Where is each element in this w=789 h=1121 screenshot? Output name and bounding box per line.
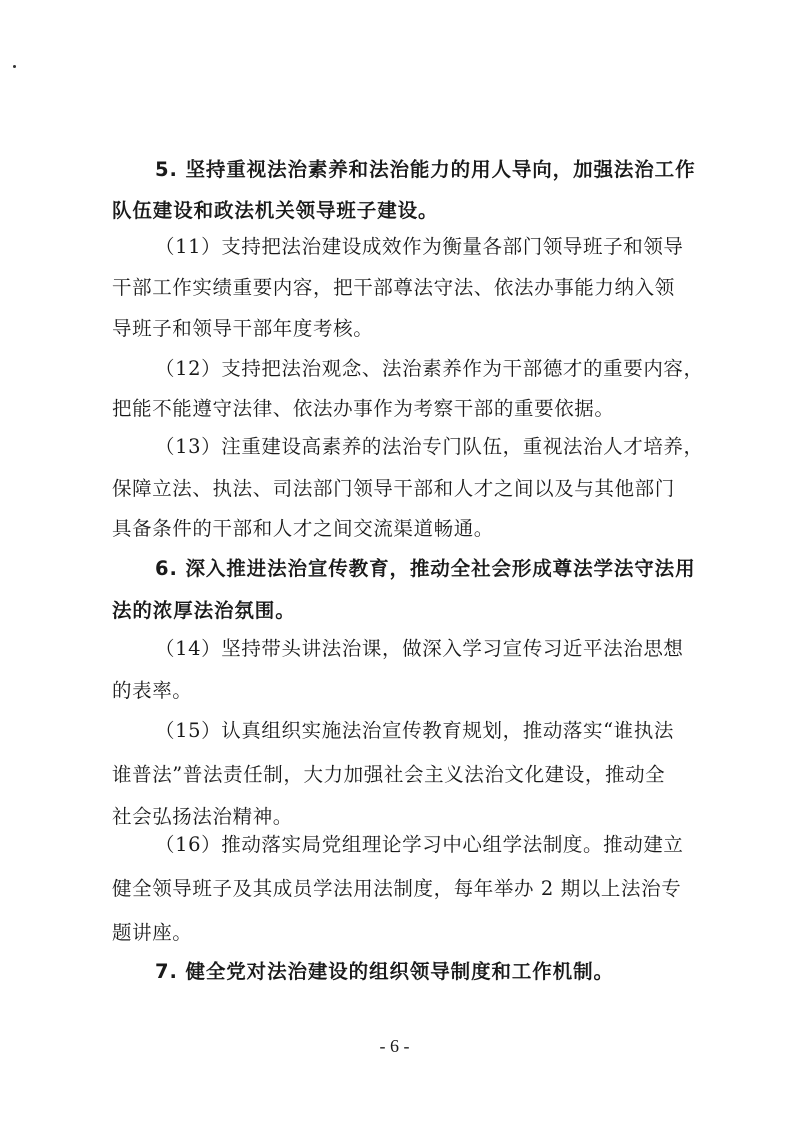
item-12-line-1: （12）支持把法治观念、法治素养作为干部德才的重要内容， xyxy=(155,357,704,380)
item-16-line-1: （16）推动落实局党组理论学习中心组学法制度。推动建立 xyxy=(155,833,684,856)
scan-speck xyxy=(13,65,16,68)
item-15-line-1: （15）认真组织实施法治宣传教育规划，推动落实“谁执法 xyxy=(155,719,674,742)
item-14-line-1: （14）坚持带头讲法治课，做深入学习宣传习近平法治思想 xyxy=(155,637,684,660)
section-heading-6-line-2: 法的浓厚法治氛围。 xyxy=(112,599,296,622)
item-16-line-2: 健全领导班子及其成员学法用法制度，每年举办 2 期以上法治专 xyxy=(112,877,682,900)
section-heading-6-line-1: 6. 深入推进法治宣传教育，推动全社会形成尊法学法守法用 xyxy=(155,557,696,580)
item-16-line-3: 题讲座。 xyxy=(112,921,193,944)
page-number: - 6 - xyxy=(379,1036,410,1056)
section-heading-5-line-2: 队伍建设和政法机关领导班子建设。 xyxy=(112,199,439,222)
item-13-line-2: 保障立法、执法、司法部门领导干部和人才之间以及与其他部门 xyxy=(112,477,675,500)
item-13-line-3: 具备条件的干部和人才之间交流渠道畅通。 xyxy=(112,517,494,540)
section-heading-7: 7. 健全党对法治建设的组织领导制度和工作机制。 xyxy=(155,960,614,983)
item-13-line-1: （13）注重建设高素养的法治专门队伍，重视法治人才培养， xyxy=(155,435,704,458)
section-heading-5-line-1: 5. 坚持重视法治素养和法治能力的用人导向，加强法治工作 xyxy=(155,158,696,181)
item-14-line-2: 的表率。 xyxy=(112,679,193,702)
item-15-line-3: 社会弘扬法治精神。 xyxy=(112,805,293,828)
item-11-line-2: 干部工作实绩重要内容，把干部尊法守法、依法办事能力纳入领 xyxy=(112,276,675,299)
item-11-line-1: （11）支持把法治建设成效作为衡量各部门领导班子和领导 xyxy=(155,235,684,258)
item-12-line-2: 把能不能遵守法律、依法办事作为考察干部的重要依据。 xyxy=(112,397,615,420)
item-11-line-3: 导班子和领导干部年度考核。 xyxy=(112,317,374,340)
item-15-line-2: 谁普法”普法责任制，大力加强社会主义法治文化建设，推动全 xyxy=(112,763,666,786)
